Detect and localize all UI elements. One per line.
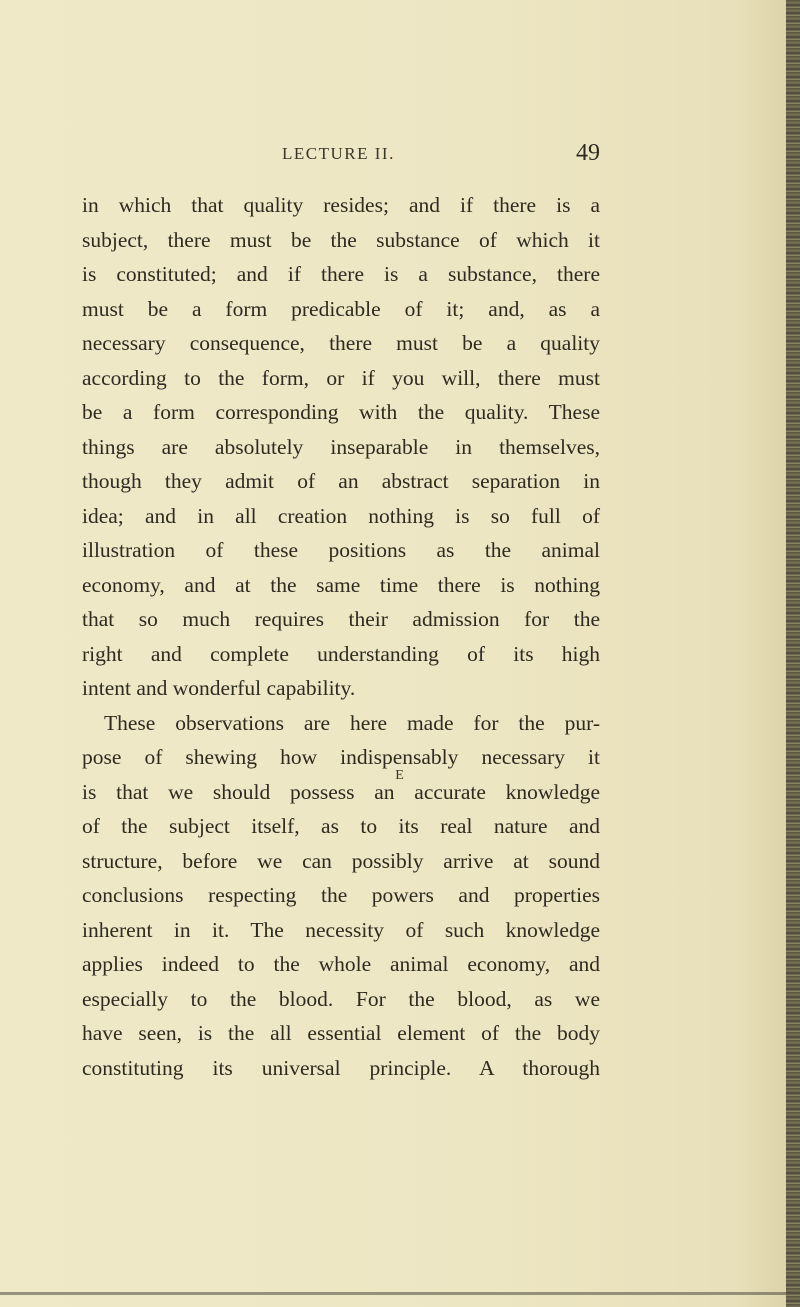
text-line: idea; and in all creation nothing is so full of <box>82 503 600 528</box>
body-text <box>82 188 600 1085</box>
text-line: though they admit of an abstract separation in <box>82 469 600 493</box>
running-head <box>82 140 600 170</box>
page-binding-edge <box>786 0 800 1307</box>
text-line: is that we should possess an accurate knowledge <box>82 779 600 804</box>
text-line: must be a form predicable of it; and, as a <box>82 296 600 321</box>
text-line: have seen, is the all essential element of the body <box>82 1021 600 1045</box>
text-line: constituting its universal principle. A thorough <box>82 1055 600 1080</box>
running-title: LECTURE II. <box>282 144 395 163</box>
text-line: pose of shewing how indispensably necessary it <box>82 745 600 769</box>
text-line: according to the form, or if you will, there must <box>82 365 600 390</box>
text-line: right and complete understanding of its high <box>82 641 600 666</box>
text-line: subject, there must be the substance of which it <box>82 227 600 252</box>
bottom-edge-rule <box>0 1292 786 1295</box>
text-line: illustration of these positions as the animal <box>82 538 600 562</box>
signature-mark: E <box>395 768 405 783</box>
text-line: necessary consequence, there must be a quality <box>82 331 600 355</box>
text-line: that so much requires their admission for the <box>82 607 600 631</box>
text-line: of the subject itself, as to its real nature and <box>82 814 600 838</box>
page-number: 49 <box>576 140 600 166</box>
text-line: These observations are here made for the pur- <box>104 710 600 735</box>
text-line: in which that quality resides; and if there is a <box>82 193 600 217</box>
text-line: economy, and at the same time there is nothing <box>82 572 600 597</box>
text-line: especially to the blood. For the blood, as we <box>82 986 600 1011</box>
text-line: be a form corresponding with the quality. These <box>82 400 600 424</box>
text-line: things are absolutely inseparable in themselves, <box>82 434 600 459</box>
text-line: inherent in it. The necessity of such knowledge <box>82 917 600 942</box>
text-line: conclusions respecting the powers and properties <box>82 883 600 907</box>
text-line: structure, before we can possibly arrive at sound <box>82 848 600 873</box>
text-line: is constituted; and if there is a substance, there <box>82 262 600 286</box>
text-line: applies indeed to the whole animal economy, and <box>82 952 600 976</box>
text-line: intent and wonderful capability. <box>82 676 356 700</box>
